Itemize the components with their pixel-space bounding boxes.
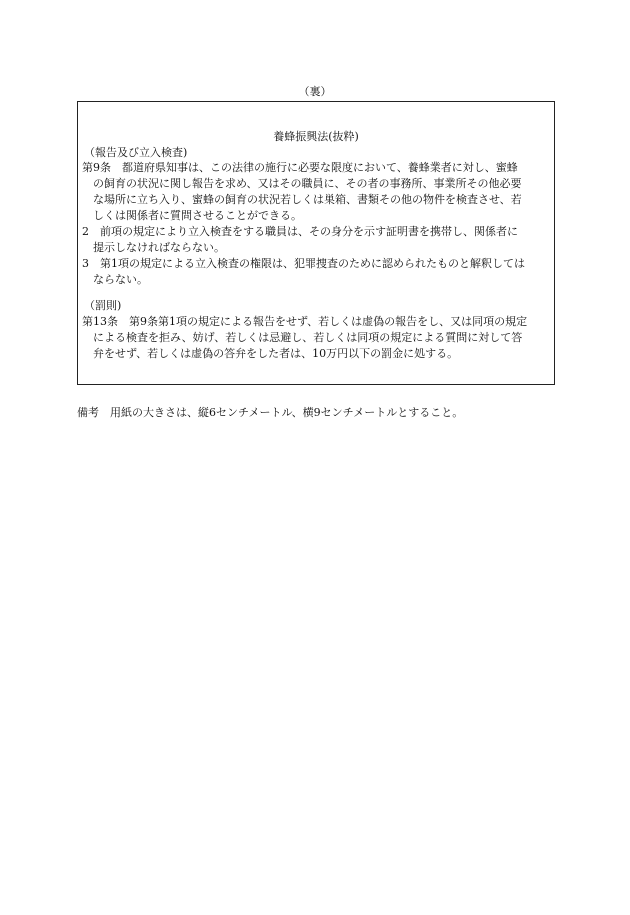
article-9-line: 第9条 都道府県知事は、この法律の施行に必要な限度において、養蜂業者に対し、蜜蜂 — [82, 161, 518, 174]
law-title: 養蜂振興法(抜粋) — [273, 130, 359, 143]
section-heading-inspection: （報告及び立入検査) — [84, 146, 188, 159]
article-9-paragraph-2-line: 2 前項の規定により立入検査をする職員は、その身分を示す証明書を携帯し、関係者に — [82, 225, 518, 238]
article-9-paragraph-2-line: 提示しなければならない。 — [93, 241, 225, 254]
footnote-remarks: 備考 用紙の大きさは、縦6センチメートル、横9センチメートルとすること。 — [77, 406, 464, 419]
article-13-line: 第13条 第9条第1項の規定による報告をせず、若しくは虚偽の報告をし、又は同項の規定 — [82, 315, 528, 328]
article-13-line: による検査を拒み、妨げ、若しくは忌避し、若しくは同項の規定による質問に対して答 — [93, 331, 523, 344]
article-9-line: の飼育の状況に関し報告を求め、又はその職員に、その者の事務所、事業所その他必要 — [93, 177, 522, 190]
article-9-line: な場所に立ち入り、蜜蜂の飼育の状況若しくは巣箱、書類その他の物件を検査させ、若 — [93, 193, 522, 206]
page-heading: （裏） — [298, 85, 332, 98]
section-heading-penalty: （罰則) — [84, 299, 122, 312]
article-13-line: 弁をせず、若しくは虚偽の答弁をした者は、10万円以下の罰金に処する。 — [93, 347, 459, 360]
article-9-line: しくは関係者に質問させることができる。 — [93, 209, 302, 222]
article-9-paragraph-3-line: ならない。 — [93, 273, 148, 286]
article-9-paragraph-3-line: 3 第1項の規定による立入検査の権限は、犯罪捜査のために認められたものと解釈しては — [82, 257, 525, 270]
law-excerpt-box — [77, 101, 555, 385]
